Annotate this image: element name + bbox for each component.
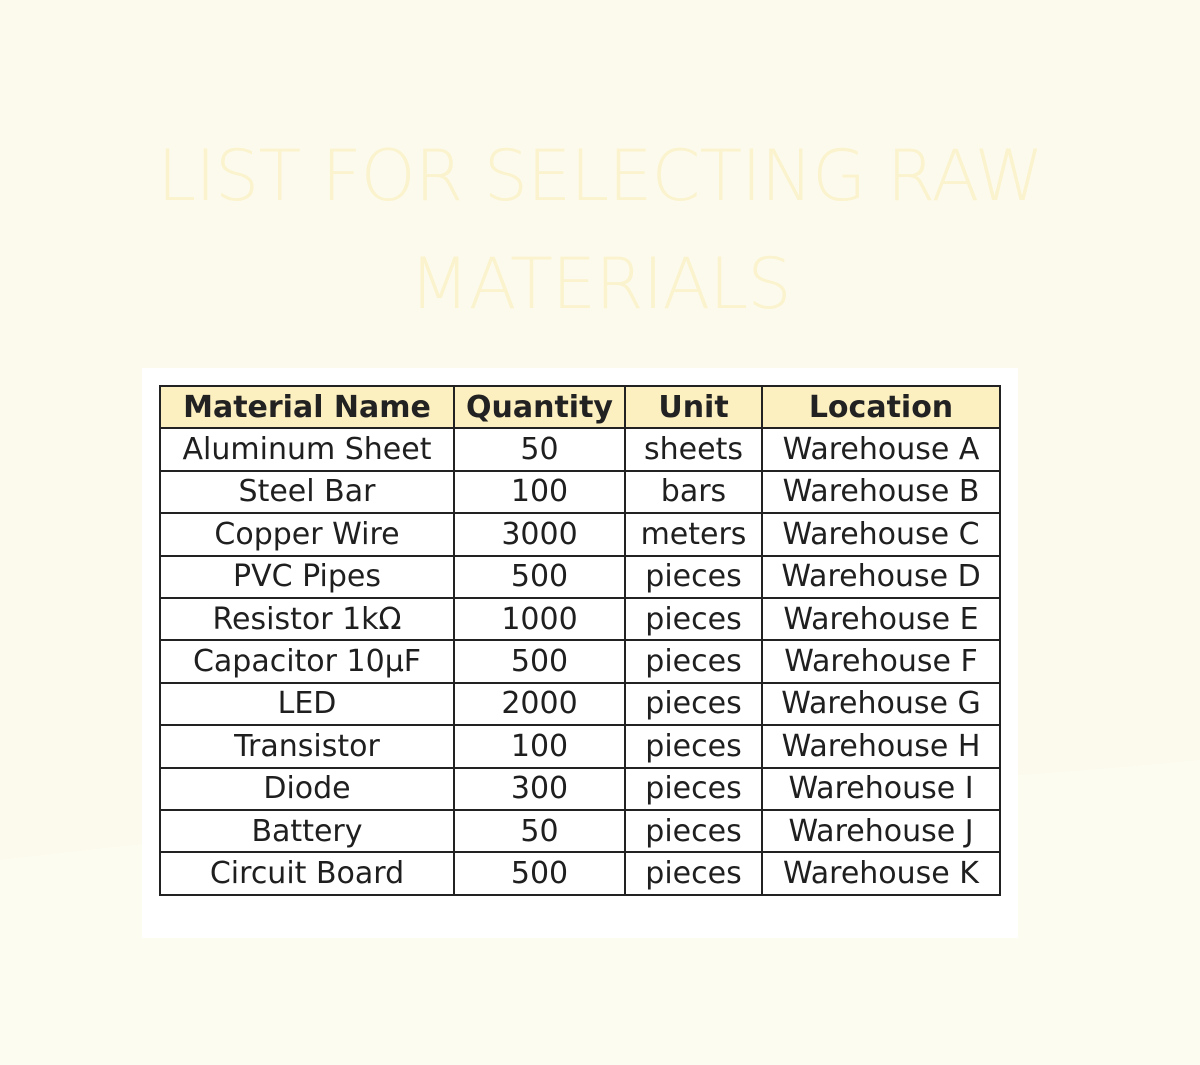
title-line-1: LIST FOR SELECTING RAW <box>157 135 1043 217</box>
table-row <box>160 598 1000 640</box>
cell-quantity: 1000 <box>454 598 625 640</box>
header-material-name: Material Name <box>160 386 454 428</box>
header-row <box>160 386 1000 428</box>
cell-location: Warehouse G <box>762 683 1000 725</box>
table-row <box>160 428 1000 470</box>
table-row <box>160 852 1000 894</box>
table-row <box>160 556 1000 598</box>
cell-material-name: PVC Pipes <box>160 556 454 598</box>
cell-unit: meters <box>625 513 762 555</box>
header-unit: Unit <box>625 386 762 428</box>
cell-unit: pieces <box>625 640 762 682</box>
cell-quantity: 100 <box>454 471 625 513</box>
cell-quantity: 300 <box>454 768 625 810</box>
cell-quantity: 50 <box>454 810 625 852</box>
cell-unit: pieces <box>625 768 762 810</box>
cell-quantity: 50 <box>454 428 625 470</box>
cell-location: Warehouse D <box>762 556 1000 598</box>
table-row <box>160 513 1000 555</box>
cell-unit: pieces <box>625 683 762 725</box>
cell-unit: pieces <box>625 556 762 598</box>
title-line-2: MATERIALS <box>409 243 791 325</box>
cell-location: Warehouse I <box>762 768 1000 810</box>
cell-location: Warehouse A <box>762 428 1000 470</box>
table-row <box>160 725 1000 767</box>
cell-material-name: Transistor <box>160 725 454 767</box>
page-title <box>0 122 1200 338</box>
cell-location: Warehouse C <box>762 513 1000 555</box>
cell-unit: sheets <box>625 428 762 470</box>
cell-location: Warehouse F <box>762 640 1000 682</box>
cell-quantity: 500 <box>454 640 625 682</box>
cell-unit: pieces <box>625 598 762 640</box>
table-row <box>160 810 1000 852</box>
cell-location: Warehouse K <box>762 852 1000 894</box>
cell-material-name: Capacitor 10μF <box>160 640 454 682</box>
cell-quantity: 2000 <box>454 683 625 725</box>
cell-material-name: Steel Bar <box>160 471 454 513</box>
cell-location: Warehouse E <box>762 598 1000 640</box>
cell-quantity: 500 <box>454 556 625 598</box>
cell-unit: bars <box>625 471 762 513</box>
table-row <box>160 471 1000 513</box>
cell-material-name: Resistor 1kΩ <box>160 598 454 640</box>
header-location: Location <box>762 386 1000 428</box>
materials-table <box>159 385 1001 896</box>
cell-unit: pieces <box>625 810 762 852</box>
cell-quantity: 100 <box>454 725 625 767</box>
cell-location: Warehouse J <box>762 810 1000 852</box>
cell-location: Warehouse B <box>762 471 1000 513</box>
cell-location: Warehouse H <box>762 725 1000 767</box>
header-quantity: Quantity <box>454 386 625 428</box>
cell-material-name: Circuit Board <box>160 852 454 894</box>
table-row <box>160 640 1000 682</box>
cell-material-name: Copper Wire <box>160 513 454 555</box>
cell-unit: pieces <box>625 852 762 894</box>
cell-unit: pieces <box>625 725 762 767</box>
cell-material-name: Diode <box>160 768 454 810</box>
table-row <box>160 768 1000 810</box>
cell-material-name: LED <box>160 683 454 725</box>
cell-quantity: 3000 <box>454 513 625 555</box>
table-row <box>160 683 1000 725</box>
cell-quantity: 500 <box>454 852 625 894</box>
cell-material-name: Aluminum Sheet <box>160 428 454 470</box>
cell-material-name: Battery <box>160 810 454 852</box>
